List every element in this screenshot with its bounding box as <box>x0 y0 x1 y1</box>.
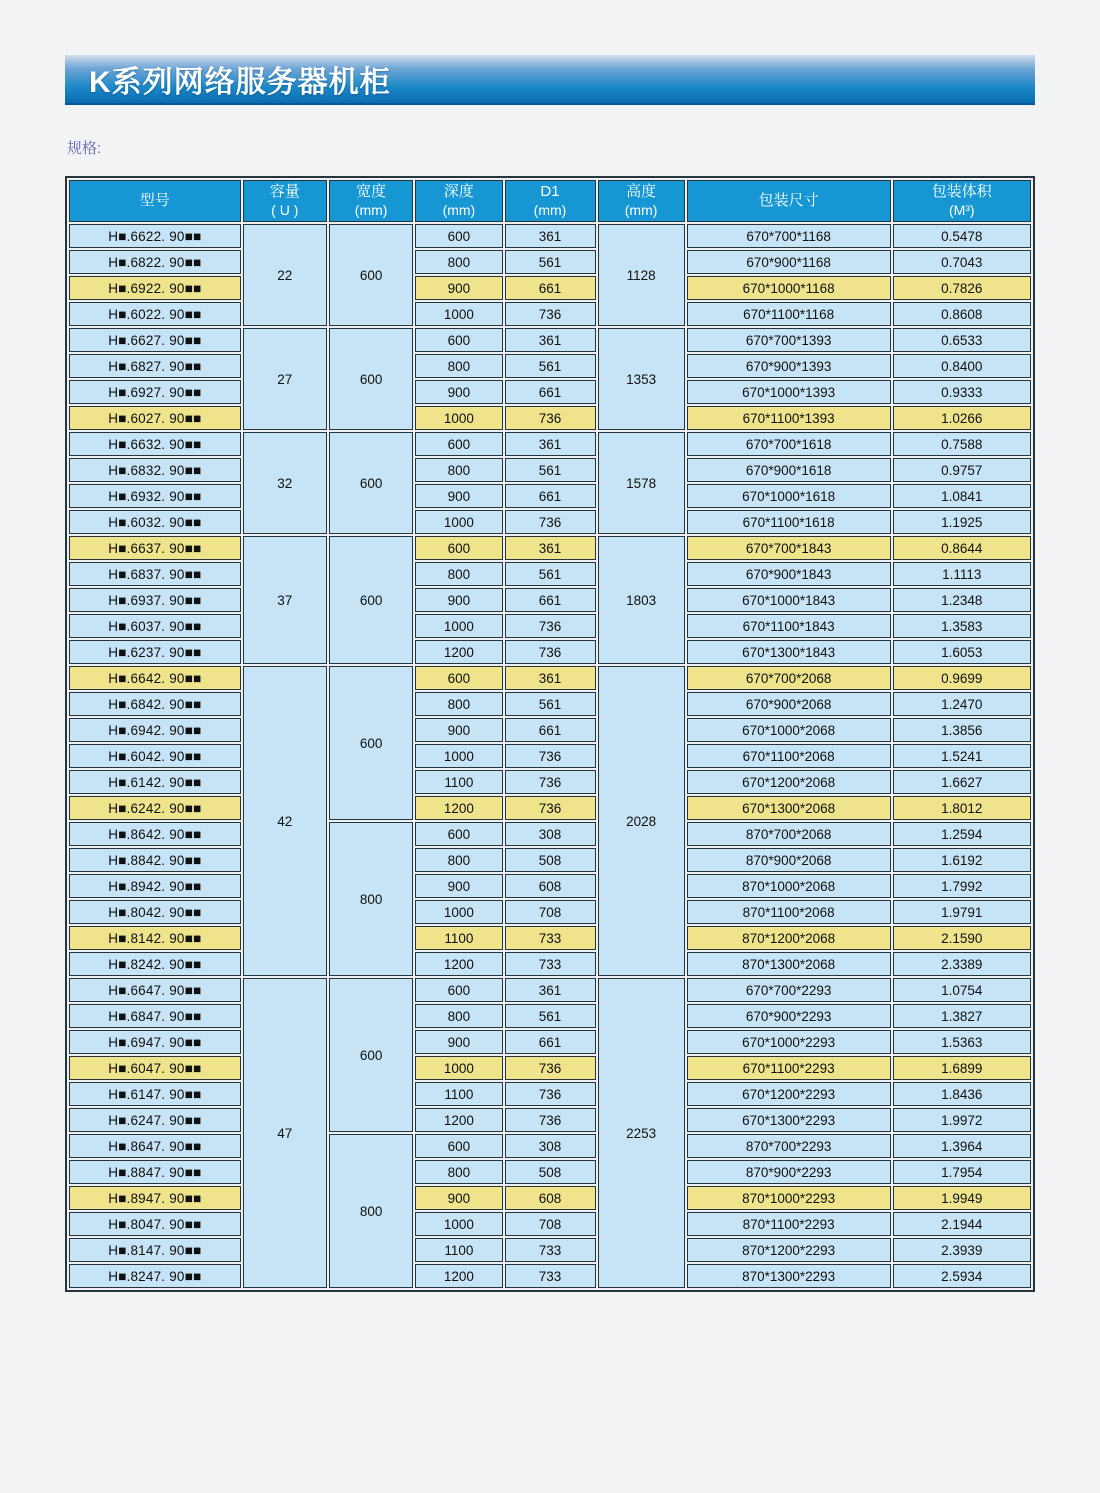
model-cell: H■.8042. 90■■ <box>69 900 241 924</box>
package-volume-cell: 1.9949 <box>893 1186 1031 1210</box>
width-cell: 800 <box>329 1134 413 1288</box>
d1-cell: 736 <box>505 614 596 638</box>
depth-cell: 600 <box>415 536 502 560</box>
width-cell: 600 <box>329 224 413 326</box>
model-cell: H■.6027. 90■■ <box>69 406 241 430</box>
depth-cell: 800 <box>415 1160 502 1184</box>
package-volume-cell: 2.1590 <box>893 926 1031 950</box>
table-row <box>69 1030 1031 1054</box>
package-volume-cell: 1.6053 <box>893 640 1031 664</box>
d1-cell: 733 <box>505 1238 596 1262</box>
package-volume-cell: 1.7954 <box>893 1160 1031 1184</box>
package-size-cell: 670*900*1618 <box>687 458 891 482</box>
depth-cell: 600 <box>415 432 502 456</box>
model-cell: H■.6037. 90■■ <box>69 614 241 638</box>
table-row <box>69 536 1031 560</box>
package-size-cell: 670*1000*2293 <box>687 1030 891 1054</box>
model-cell: H■.6047. 90■■ <box>69 1056 241 1080</box>
model-cell: H■.6832. 90■■ <box>69 458 241 482</box>
spec-label: 规格: <box>67 140 102 157</box>
package-size-cell: 670*1000*1168 <box>687 276 891 300</box>
height-cell: 1353 <box>598 328 685 430</box>
d1-cell: 561 <box>505 458 596 482</box>
model-cell: H■.6622. 90■■ <box>69 224 241 248</box>
d1-cell: 736 <box>505 1108 596 1132</box>
package-size-cell: 870*1100*2068 <box>687 900 891 924</box>
depth-cell: 900 <box>415 380 502 404</box>
package-size-cell: 670*1100*1843 <box>687 614 891 638</box>
package-volume-cell: 1.6899 <box>893 1056 1031 1080</box>
depth-cell: 1200 <box>415 1108 502 1132</box>
d1-cell: 561 <box>505 562 596 586</box>
package-size-cell: 670*1000*2068 <box>687 718 891 742</box>
d1-cell: 508 <box>505 1160 596 1184</box>
package-volume-cell: 1.7992 <box>893 874 1031 898</box>
table-row <box>69 978 1031 1002</box>
depth-cell: 1000 <box>415 614 502 638</box>
d1-cell: 361 <box>505 978 596 1002</box>
package-volume-cell: 0.8644 <box>893 536 1031 560</box>
model-cell: H■.6147. 90■■ <box>69 1082 241 1106</box>
package-size-cell: 670*1300*1843 <box>687 640 891 664</box>
package-volume-cell: 2.3389 <box>893 952 1031 976</box>
package-volume-cell: 1.3856 <box>893 718 1031 742</box>
height-cell: 2028 <box>598 666 685 976</box>
package-volume-cell: 1.9791 <box>893 900 1031 924</box>
model-cell: H■.6237. 90■■ <box>69 640 241 664</box>
package-volume-cell: 0.7043 <box>893 250 1031 274</box>
package-size-cell: 870*1000*2068 <box>687 874 891 898</box>
d1-cell: 361 <box>505 432 596 456</box>
table-row <box>69 1082 1031 1106</box>
table-row <box>69 458 1031 482</box>
package-volume-cell: 1.3583 <box>893 614 1031 638</box>
package-size-cell: 670*1200*2293 <box>687 1082 891 1106</box>
depth-cell: 900 <box>415 874 502 898</box>
package-volume-cell: 0.9757 <box>893 458 1031 482</box>
table-row <box>69 848 1031 872</box>
d1-cell: 733 <box>505 926 596 950</box>
table-row <box>69 250 1031 274</box>
d1-cell: 661 <box>505 588 596 612</box>
d1-cell: 508 <box>505 848 596 872</box>
title-banner <box>65 55 1035 105</box>
package-size-cell: 670*700*2293 <box>687 978 891 1002</box>
package-size-cell: 870*1100*2293 <box>687 1212 891 1236</box>
depth-cell: 1000 <box>415 900 502 924</box>
depth-cell: 1100 <box>415 926 502 950</box>
model-cell: H■.8842. 90■■ <box>69 848 241 872</box>
package-size-cell: 870*1200*2293 <box>687 1238 891 1262</box>
package-volume-cell: 1.5363 <box>893 1030 1031 1054</box>
table-row <box>69 1238 1031 1262</box>
height-cell: 2253 <box>598 978 685 1288</box>
table-row <box>69 224 1031 248</box>
d1-cell: 561 <box>505 250 596 274</box>
d1-cell: 561 <box>505 692 596 716</box>
table-row <box>69 770 1031 794</box>
table-row <box>69 484 1031 508</box>
d1-cell: 561 <box>505 354 596 378</box>
d1-cell: 361 <box>505 666 596 690</box>
d1-cell: 733 <box>505 1264 596 1288</box>
model-cell: H■.6627. 90■■ <box>69 328 241 352</box>
model-cell: H■.8242. 90■■ <box>69 952 241 976</box>
depth-cell: 1000 <box>415 406 502 430</box>
package-size-cell: 670*700*1168 <box>687 224 891 248</box>
d1-cell: 736 <box>505 406 596 430</box>
d1-cell: 708 <box>505 900 596 924</box>
package-volume-cell: 0.7588 <box>893 432 1031 456</box>
package-volume-cell: 1.2470 <box>893 692 1031 716</box>
table-row <box>69 1186 1031 1210</box>
model-cell: H■.8147. 90■■ <box>69 1238 241 1262</box>
d1-cell: 361 <box>505 328 596 352</box>
package-volume-cell: 1.1925 <box>893 510 1031 534</box>
depth-cell: 1200 <box>415 952 502 976</box>
model-cell: H■.6032. 90■■ <box>69 510 241 534</box>
table-row <box>69 432 1031 456</box>
model-cell: H■.6822. 90■■ <box>69 250 241 274</box>
model-cell: H■.6647. 90■■ <box>69 978 241 1002</box>
d1-cell: 608 <box>505 1186 596 1210</box>
table-row <box>69 510 1031 534</box>
package-size-cell: 670*900*1168 <box>687 250 891 274</box>
package-volume-cell: 2.3939 <box>893 1238 1031 1262</box>
package-volume-cell: 0.5478 <box>893 224 1031 248</box>
width-cell: 600 <box>329 978 413 1132</box>
table-row <box>69 614 1031 638</box>
column-header-7: 包装体积 (M³) <box>893 180 1031 222</box>
d1-cell: 736 <box>505 640 596 664</box>
package-volume-cell: 1.2594 <box>893 822 1031 846</box>
d1-cell: 308 <box>505 1134 596 1158</box>
table-row <box>69 1134 1031 1158</box>
table-row <box>69 1056 1031 1080</box>
table-row <box>69 1004 1031 1028</box>
height-cell: 1803 <box>598 536 685 664</box>
column-header-3: 深度 (mm) <box>415 180 502 222</box>
package-size-cell: 670*1000*1843 <box>687 588 891 612</box>
package-size-cell: 670*900*2293 <box>687 1004 891 1028</box>
depth-cell: 1200 <box>415 1264 502 1288</box>
table-row <box>69 718 1031 742</box>
depth-cell: 1100 <box>415 1238 502 1262</box>
table-row <box>69 328 1031 352</box>
depth-cell: 800 <box>415 692 502 716</box>
d1-cell: 361 <box>505 224 596 248</box>
package-volume-cell: 1.9972 <box>893 1108 1031 1132</box>
model-cell: H■.8647. 90■■ <box>69 1134 241 1158</box>
depth-cell: 800 <box>415 250 502 274</box>
d1-cell: 661 <box>505 718 596 742</box>
package-size-cell: 870*1300*2293 <box>687 1264 891 1288</box>
d1-cell: 561 <box>505 1004 596 1028</box>
table-row <box>69 822 1031 846</box>
package-size-cell: 670*1100*2068 <box>687 744 891 768</box>
package-volume-cell: 0.7826 <box>893 276 1031 300</box>
model-cell: H■.8947. 90■■ <box>69 1186 241 1210</box>
model-cell: H■.8942. 90■■ <box>69 874 241 898</box>
d1-cell: 661 <box>505 380 596 404</box>
spec-table <box>65 176 1035 1292</box>
d1-cell: 736 <box>505 744 596 768</box>
depth-cell: 900 <box>415 276 502 300</box>
depth-cell: 900 <box>415 1186 502 1210</box>
table-row <box>69 276 1031 300</box>
depth-cell: 800 <box>415 458 502 482</box>
table-row <box>69 900 1031 924</box>
width-cell: 800 <box>329 822 413 976</box>
depth-cell: 1200 <box>415 640 502 664</box>
package-volume-cell: 2.1944 <box>893 1212 1031 1236</box>
d1-cell: 736 <box>505 1082 596 1106</box>
table-row <box>69 874 1031 898</box>
capacity-cell: 22 <box>243 224 327 326</box>
model-cell: H■.6927. 90■■ <box>69 380 241 404</box>
package-volume-cell: 1.3964 <box>893 1134 1031 1158</box>
package-size-cell: 670*900*2068 <box>687 692 891 716</box>
package-size-cell: 670*1300*2068 <box>687 796 891 820</box>
model-cell: H■.6637. 90■■ <box>69 536 241 560</box>
package-size-cell: 870*700*2293 <box>687 1134 891 1158</box>
package-size-cell: 670*700*2068 <box>687 666 891 690</box>
d1-cell: 736 <box>505 1056 596 1080</box>
model-cell: H■.6837. 90■■ <box>69 562 241 586</box>
capacity-cell: 47 <box>243 978 327 1288</box>
table-row <box>69 796 1031 820</box>
table-row <box>69 640 1031 664</box>
package-size-cell: 870*900*2068 <box>687 848 891 872</box>
package-volume-cell: 2.5934 <box>893 1264 1031 1288</box>
table-row <box>69 744 1031 768</box>
table-row <box>69 588 1031 612</box>
package-size-cell: 870*900*2293 <box>687 1160 891 1184</box>
package-volume-cell: 1.8436 <box>893 1082 1031 1106</box>
package-size-cell: 670*900*1393 <box>687 354 891 378</box>
package-size-cell: 870*1200*2068 <box>687 926 891 950</box>
model-cell: H■.8642. 90■■ <box>69 822 241 846</box>
depth-cell: 600 <box>415 666 502 690</box>
depth-cell: 600 <box>415 978 502 1002</box>
package-size-cell: 670*700*1843 <box>687 536 891 560</box>
d1-cell: 661 <box>505 1030 596 1054</box>
package-size-cell: 670*700*1618 <box>687 432 891 456</box>
depth-cell: 800 <box>415 1004 502 1028</box>
depth-cell: 600 <box>415 224 502 248</box>
package-volume-cell: 1.6192 <box>893 848 1031 872</box>
depth-cell: 1000 <box>415 302 502 326</box>
model-cell: H■.8142. 90■■ <box>69 926 241 950</box>
table-header-row <box>69 180 1031 222</box>
capacity-cell: 42 <box>243 666 327 976</box>
package-size-cell: 670*1000*1618 <box>687 484 891 508</box>
d1-cell: 736 <box>505 510 596 534</box>
package-size-cell: 670*700*1393 <box>687 328 891 352</box>
height-cell: 1578 <box>598 432 685 534</box>
depth-cell: 900 <box>415 1030 502 1054</box>
package-size-cell: 670*1100*2293 <box>687 1056 891 1080</box>
column-header-4: D1 (mm) <box>505 180 596 222</box>
column-header-0: 型号 <box>69 180 241 222</box>
table-row <box>69 380 1031 404</box>
depth-cell: 800 <box>415 562 502 586</box>
height-cell: 1128 <box>598 224 685 326</box>
model-cell: H■.6022. 90■■ <box>69 302 241 326</box>
package-volume-cell: 1.0266 <box>893 406 1031 430</box>
package-size-cell: 670*1200*2068 <box>687 770 891 794</box>
package-volume-cell: 0.8608 <box>893 302 1031 326</box>
package-volume-cell: 0.6533 <box>893 328 1031 352</box>
model-cell: H■.6042. 90■■ <box>69 744 241 768</box>
column-header-5: 高度 (mm) <box>598 180 685 222</box>
depth-cell: 900 <box>415 484 502 508</box>
model-cell: H■.8847. 90■■ <box>69 1160 241 1184</box>
table-row <box>69 1160 1031 1184</box>
package-volume-cell: 0.9333 <box>893 380 1031 404</box>
package-volume-cell: 1.0754 <box>893 978 1031 1002</box>
package-volume-cell: 1.5241 <box>893 744 1031 768</box>
model-cell: H■.6922. 90■■ <box>69 276 241 300</box>
capacity-cell: 32 <box>243 432 327 534</box>
table-row <box>69 692 1031 716</box>
d1-cell: 361 <box>505 536 596 560</box>
depth-cell: 800 <box>415 354 502 378</box>
table-row <box>69 562 1031 586</box>
model-cell: H■.6827. 90■■ <box>69 354 241 378</box>
package-size-cell: 670*900*1843 <box>687 562 891 586</box>
table-row <box>69 1212 1031 1236</box>
depth-cell: 1000 <box>415 1056 502 1080</box>
package-size-cell: 870*700*2068 <box>687 822 891 846</box>
table-row <box>69 926 1031 950</box>
d1-cell: 708 <box>505 1212 596 1236</box>
package-volume-cell: 1.0841 <box>893 484 1031 508</box>
depth-cell: 1100 <box>415 1082 502 1106</box>
model-cell: H■.6142. 90■■ <box>69 770 241 794</box>
column-header-6: 包装尺寸 <box>687 180 891 222</box>
capacity-cell: 27 <box>243 328 327 430</box>
package-volume-cell: 1.8012 <box>893 796 1031 820</box>
package-volume-cell: 1.1113 <box>893 562 1031 586</box>
page-title: K系列网络服务器机柜 <box>89 66 391 99</box>
package-size-cell: 670*1000*1393 <box>687 380 891 404</box>
width-cell: 600 <box>329 666 413 820</box>
model-cell: H■.8247. 90■■ <box>69 1264 241 1288</box>
table-row <box>69 666 1031 690</box>
depth-cell: 800 <box>415 848 502 872</box>
model-cell: H■.6642. 90■■ <box>69 666 241 690</box>
package-volume-cell: 0.8400 <box>893 354 1031 378</box>
model-cell: H■.6947. 90■■ <box>69 1030 241 1054</box>
table-row <box>69 354 1031 378</box>
package-size-cell: 670*1100*1168 <box>687 302 891 326</box>
column-header-2: 宽度 (mm) <box>329 180 413 222</box>
model-cell: H■.6842. 90■■ <box>69 692 241 716</box>
package-size-cell: 670*1100*1618 <box>687 510 891 534</box>
table-row <box>69 952 1031 976</box>
package-volume-cell: 1.2348 <box>893 588 1031 612</box>
package-size-cell: 670*1100*1393 <box>687 406 891 430</box>
depth-cell: 1100 <box>415 770 502 794</box>
table-row <box>69 302 1031 326</box>
depth-cell: 600 <box>415 328 502 352</box>
depth-cell: 1200 <box>415 796 502 820</box>
package-size-cell: 870*1300*2068 <box>687 952 891 976</box>
table-row <box>69 1264 1031 1288</box>
d1-cell: 736 <box>505 302 596 326</box>
d1-cell: 661 <box>505 276 596 300</box>
capacity-cell: 37 <box>243 536 327 664</box>
package-volume-cell: 0.9699 <box>893 666 1031 690</box>
depth-cell: 1000 <box>415 1212 502 1236</box>
table-row <box>69 1108 1031 1132</box>
d1-cell: 661 <box>505 484 596 508</box>
package-size-cell: 870*1000*2293 <box>687 1186 891 1210</box>
depth-cell: 1000 <box>415 744 502 768</box>
package-volume-cell: 1.6627 <box>893 770 1031 794</box>
depth-cell: 900 <box>415 588 502 612</box>
column-header-1: 容量 ( U ) <box>243 180 327 222</box>
d1-cell: 736 <box>505 796 596 820</box>
model-cell: H■.6847. 90■■ <box>69 1004 241 1028</box>
model-cell: H■.6632. 90■■ <box>69 432 241 456</box>
depth-cell: 900 <box>415 718 502 742</box>
d1-cell: 608 <box>505 874 596 898</box>
width-cell: 600 <box>329 536 413 664</box>
d1-cell: 308 <box>505 822 596 846</box>
model-cell: H■.6937. 90■■ <box>69 588 241 612</box>
depth-cell: 1000 <box>415 510 502 534</box>
d1-cell: 733 <box>505 952 596 976</box>
depth-cell: 600 <box>415 822 502 846</box>
package-volume-cell: 1.3827 <box>893 1004 1031 1028</box>
model-cell: H■.8047. 90■■ <box>69 1212 241 1236</box>
package-size-cell: 670*1300*2293 <box>687 1108 891 1132</box>
width-cell: 600 <box>329 328 413 430</box>
d1-cell: 736 <box>505 770 596 794</box>
width-cell: 600 <box>329 432 413 534</box>
model-cell: H■.6942. 90■■ <box>69 718 241 742</box>
depth-cell: 600 <box>415 1134 502 1158</box>
table-row <box>69 406 1031 430</box>
model-cell: H■.6932. 90■■ <box>69 484 241 508</box>
model-cell: H■.6242. 90■■ <box>69 796 241 820</box>
model-cell: H■.6247. 90■■ <box>69 1108 241 1132</box>
